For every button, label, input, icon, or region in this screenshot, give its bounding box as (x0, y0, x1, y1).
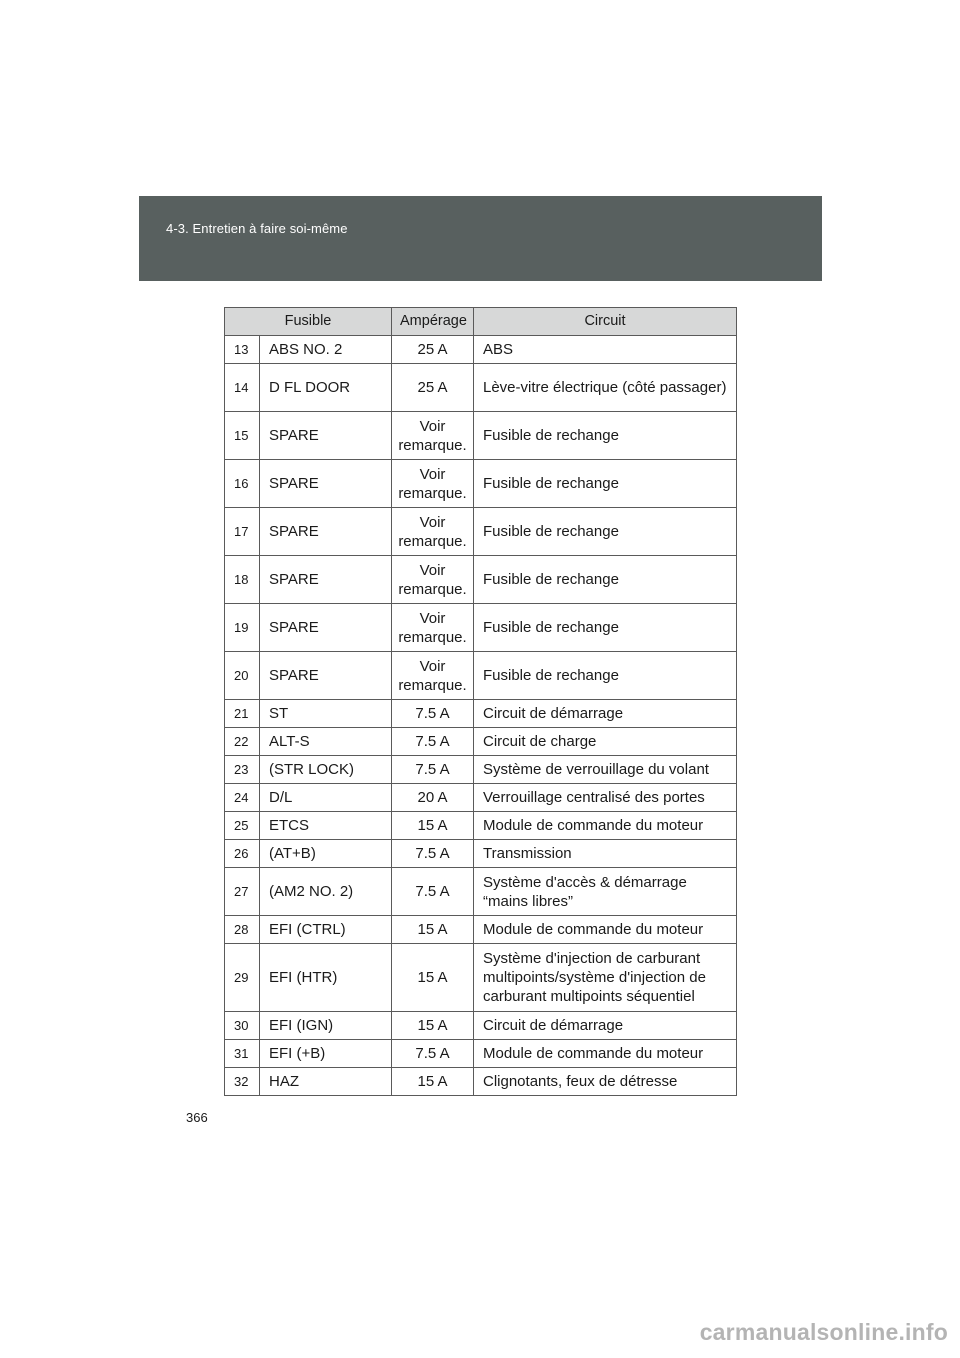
fuse-circuit: Module de commande du moteur (474, 916, 737, 944)
table-row (225, 840, 737, 868)
fuse-amperage: Voir remarque. (392, 412, 474, 460)
fuse-name: SPARE (260, 460, 392, 508)
fuse-name: SPARE (260, 652, 392, 700)
fuse-number: 28 (225, 916, 260, 944)
fuse-number: 29 (225, 944, 260, 1012)
fuse-name: SPARE (260, 556, 392, 604)
fuse-name: SPARE (260, 508, 392, 556)
fuse-number: 32 (225, 1068, 260, 1096)
fuse-amperage: 15 A (392, 944, 474, 1012)
fuse-amperage: 7.5 A (392, 1040, 474, 1068)
table-row (225, 460, 737, 508)
table-row (225, 1012, 737, 1040)
fuse-number: 13 (225, 336, 260, 364)
fuse-number: 16 (225, 460, 260, 508)
fuse-circuit: Verrouillage centralisé des portes (474, 784, 737, 812)
fuse-circuit: Transmission (474, 840, 737, 868)
table-row (225, 652, 737, 700)
fuse-number: 27 (225, 868, 260, 916)
table-row (225, 604, 737, 652)
fuse-circuit: Fusible de rechange (474, 652, 737, 700)
fuse-circuit: Système de verrouillage du volant (474, 756, 737, 784)
fuse-name: EFI (HTR) (260, 944, 392, 1012)
fuse-number: 14 (225, 364, 260, 412)
section-title: 4-3. Entretien à faire soi-même (166, 221, 348, 236)
fuse-number: 15 (225, 412, 260, 460)
fuse-name: ST (260, 700, 392, 728)
fuse-amperage: Voir remarque. (392, 508, 474, 556)
fuse-circuit: Lève-vitre électrique (côté passager) (474, 364, 737, 412)
fuse-number: 23 (225, 756, 260, 784)
fuse-number: 18 (225, 556, 260, 604)
fuse-table (224, 307, 737, 1096)
fuse-name: ALT-S (260, 728, 392, 756)
table-row (225, 508, 737, 556)
fuse-amperage: 25 A (392, 336, 474, 364)
fuse-name: EFI (+B) (260, 1040, 392, 1068)
table-row (225, 1068, 737, 1096)
fuse-name: D FL DOOR (260, 364, 392, 412)
fuse-name: ABS NO. 2 (260, 336, 392, 364)
fuse-number: 30 (225, 1012, 260, 1040)
fuse-circuit: Circuit de démarrage (474, 700, 737, 728)
table-row (225, 916, 737, 944)
table-row (225, 944, 737, 1012)
fuse-number: 21 (225, 700, 260, 728)
table-row (225, 868, 737, 916)
fuse-amperage: Voir remarque. (392, 604, 474, 652)
fuse-name: (AM2 NO. 2) (260, 868, 392, 916)
fuse-circuit: Module de commande du moteur (474, 812, 737, 840)
fuse-amperage: 7.5 A (392, 756, 474, 784)
fuse-amperage: Voir remarque. (392, 652, 474, 700)
fuse-name: D/L (260, 784, 392, 812)
fuse-number: 24 (225, 784, 260, 812)
fuse-circuit: Fusible de rechange (474, 412, 737, 460)
fuse-number: 17 (225, 508, 260, 556)
fuse-name: EFI (IGN) (260, 1012, 392, 1040)
fuse-name: (AT+B) (260, 840, 392, 868)
table-row (225, 336, 737, 364)
table-row (225, 812, 737, 840)
table-row (225, 364, 737, 412)
table-row (225, 756, 737, 784)
fuse-name: SPARE (260, 412, 392, 460)
table-row (225, 1040, 737, 1068)
fuse-amperage: 15 A (392, 812, 474, 840)
table-row (225, 412, 737, 460)
fuse-circuit: Fusible de rechange (474, 508, 737, 556)
fuse-name: EFI (CTRL) (260, 916, 392, 944)
fuse-name: SPARE (260, 604, 392, 652)
fuse-circuit: Système d'injection de carburant multipoints/système d'injection de carburant multipoints séquentiel (474, 944, 737, 1012)
section-header-band (139, 196, 822, 281)
header-amperage: Ampérage (392, 308, 474, 336)
fuse-number: 31 (225, 1040, 260, 1068)
fuse-amperage: 7.5 A (392, 700, 474, 728)
fuse-name: (STR LOCK) (260, 756, 392, 784)
fuse-circuit: Circuit de démarrage (474, 1012, 737, 1040)
page-number: 366 (186, 1110, 208, 1125)
header-fuse: Fusible (225, 308, 392, 336)
fuse-name: ETCS (260, 812, 392, 840)
fuse-amperage: 7.5 A (392, 868, 474, 916)
fuse-amperage: 15 A (392, 916, 474, 944)
fuse-amperage: 7.5 A (392, 728, 474, 756)
fuse-circuit: Module de commande du moteur (474, 1040, 737, 1068)
header-circuit: Circuit (474, 308, 737, 336)
fuse-amperage: 15 A (392, 1068, 474, 1096)
fuse-circuit: Clignotants, feux de détresse (474, 1068, 737, 1096)
fuse-name: HAZ (260, 1068, 392, 1096)
table-header-row (225, 308, 737, 336)
fuse-circuit: Fusible de rechange (474, 460, 737, 508)
fuse-circuit: Système d'accès & démarrage “mains libres” (474, 868, 737, 916)
fuse-amperage: 15 A (392, 1012, 474, 1040)
fuse-number: 22 (225, 728, 260, 756)
table-row (225, 700, 737, 728)
fuse-amperage: Voir remarque. (392, 556, 474, 604)
fuse-circuit: Fusible de rechange (474, 556, 737, 604)
table-row (225, 784, 737, 812)
table-row (225, 556, 737, 604)
fuse-amperage: 20 A (392, 784, 474, 812)
fuse-circuit: Circuit de charge (474, 728, 737, 756)
fuse-number: 26 (225, 840, 260, 868)
fuse-number: 25 (225, 812, 260, 840)
fuse-amperage: Voir remarque. (392, 460, 474, 508)
watermark-link[interactable]: carmanualsonline.info (699, 1319, 948, 1345)
fuse-amperage: 7.5 A (392, 840, 474, 868)
fuse-number: 20 (225, 652, 260, 700)
fuse-circuit: Fusible de rechange (474, 604, 737, 652)
fuse-circuit: ABS (474, 336, 737, 364)
fuse-amperage: 25 A (392, 364, 474, 412)
table-row (225, 728, 737, 756)
fuse-number: 19 (225, 604, 260, 652)
